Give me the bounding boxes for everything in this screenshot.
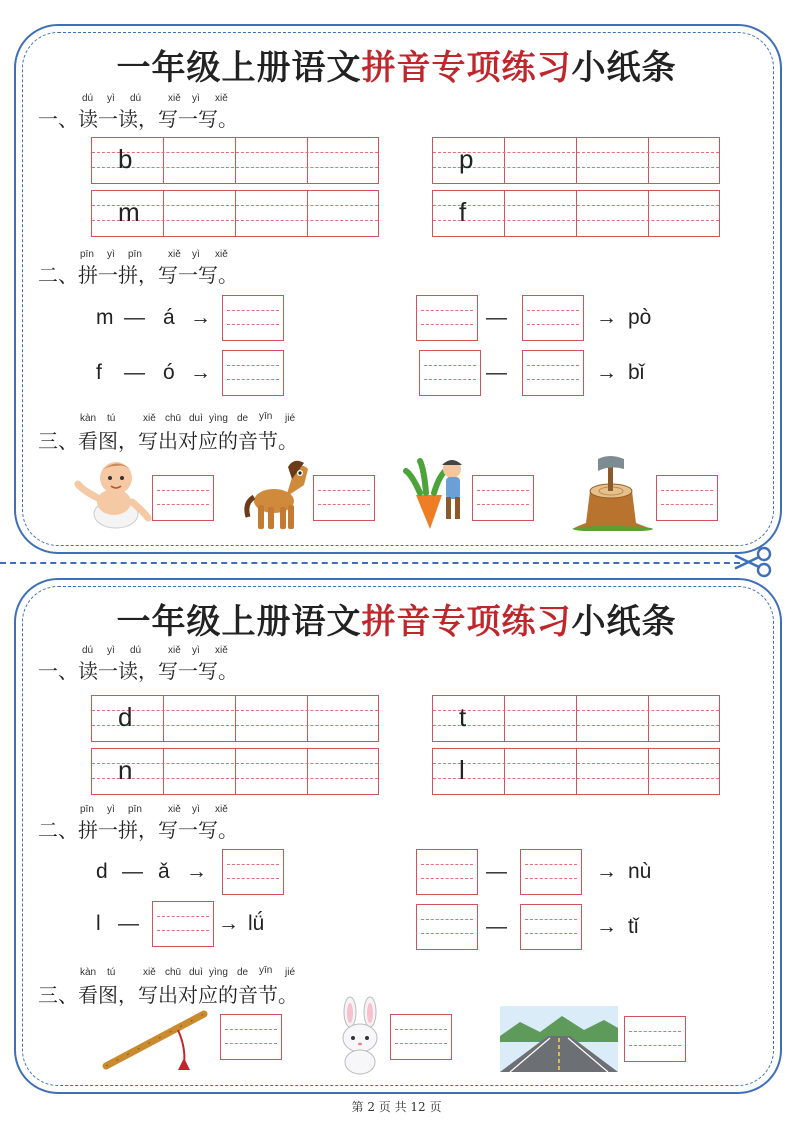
spell-dash: — [124, 306, 145, 329]
pinyin-annotation: duì [189, 413, 203, 424]
pinyin-annotation: jié [285, 413, 296, 424]
final-vowel: á [163, 306, 175, 329]
pinyin-letter: n [118, 755, 133, 785]
pinyin-annotation: xiě [143, 967, 156, 978]
answer-box-final[interactable] [520, 904, 582, 950]
pinyin-annotation: yīn [259, 965, 273, 976]
pinyin-annotation: pīn [128, 804, 142, 815]
worksheet-title-2: 一年级上册语文拼音专项练习小纸条 [116, 602, 677, 642]
pinyin-letter: p [459, 144, 474, 174]
baby-picture [74, 456, 152, 532]
arrow: → [596, 860, 617, 883]
spell-dash: — [118, 912, 139, 935]
spell-dash: — [486, 306, 507, 329]
initial-consonant: d [96, 860, 108, 883]
pinyin-annotation: pīn [128, 249, 142, 260]
pinyin-annotation: jié [285, 967, 296, 978]
writing-grid[interactable] [91, 190, 379, 237]
syllable: lǘ [248, 912, 265, 935]
pinyin-annotation: de [237, 413, 249, 424]
pinyin-annotation: dú [82, 645, 94, 656]
spell-dash: — [122, 860, 143, 883]
pinyin-annotation: yīn [259, 411, 273, 422]
pinyin-letter: d [118, 702, 133, 732]
section-heading-look-write: 三、看图，写出对应的音节。 [38, 983, 298, 1007]
pinyin-letter: t [459, 702, 467, 732]
answer-box[interactable] [222, 849, 284, 895]
answer-box-initial[interactable] [416, 849, 478, 895]
final-vowel: ǎ [158, 860, 170, 883]
pinyin-annotation: xiě [168, 93, 181, 104]
answer-box[interactable] [624, 1016, 686, 1062]
horse-picture [242, 457, 312, 533]
bamboo-flute-picture [100, 1008, 212, 1072]
pinyin-annotation: xiě [215, 249, 228, 260]
writing-grid[interactable] [432, 137, 720, 184]
pinyin-annotation: kàn [80, 413, 97, 424]
pinyin-annotation: dú [82, 93, 94, 104]
syllable: tǐ [628, 915, 639, 938]
initial-consonant: l [96, 912, 101, 935]
arrow: → [190, 361, 211, 384]
writing-grid[interactable] [91, 695, 379, 742]
answer-box-final[interactable] [152, 901, 214, 947]
pinyin-annotation: pīn [80, 804, 94, 815]
arrow: → [596, 306, 617, 329]
pinyin-annotation: dú [130, 645, 142, 656]
answer-box-initial[interactable] [416, 904, 478, 950]
section-heading-spell-write: 二、拼一拼，写一写。 [38, 818, 238, 842]
arrow: → [218, 912, 239, 935]
pinyin-annotation: xiě [168, 804, 181, 815]
pinyin-annotation: de [237, 967, 249, 978]
pinyin-annotation: pīn [80, 249, 94, 260]
initial-consonant: m [96, 306, 114, 329]
answer-box-initial[interactable] [416, 295, 478, 341]
pinyin-letter: f [459, 197, 467, 227]
pinyin-annotation: yì [192, 249, 200, 260]
pinyin-annotation: chū [165, 413, 182, 424]
arrow: → [596, 915, 617, 938]
writing-grid[interactable] [432, 695, 720, 742]
tree-stump-axe-picture [568, 455, 658, 531]
pinyin-annotation: xiě [215, 804, 228, 815]
syllable: pò [628, 306, 652, 329]
answer-box-initial[interactable] [419, 350, 481, 396]
pinyin-annotation: xiě [168, 249, 181, 260]
answer-box[interactable] [656, 475, 718, 521]
pinyin-annotation: yì [107, 645, 115, 656]
section-heading-read-write: 一、读一读，写一写。 [38, 659, 238, 683]
pinyin-annotation: kàn [80, 967, 97, 978]
writing-grid[interactable] [91, 137, 379, 184]
pinyin-annotation: duì [189, 967, 203, 978]
pinyin-annotation: yìng [209, 967, 228, 978]
arrow: → [596, 361, 617, 384]
section-heading-spell-write: 二、拼一拼，写一写。 [38, 263, 238, 287]
spell-dash: — [486, 915, 507, 938]
syllable: nù [628, 860, 652, 883]
answer-box-final[interactable] [522, 350, 584, 396]
answer-box[interactable] [313, 475, 375, 521]
pinyin-annotation: yì [107, 93, 115, 104]
arrow: → [186, 860, 207, 883]
pinyin-annotation: yì [192, 804, 200, 815]
spell-dash: — [124, 361, 145, 384]
spell-dash: — [486, 361, 507, 384]
cut-line [0, 562, 740, 564]
arrow: → [190, 306, 211, 329]
answer-box-final[interactable] [522, 295, 584, 341]
worksheet-title-1: 一年级上册语文拼音专项练习小纸条 [116, 48, 677, 88]
pinyin-annotation: tú [107, 413, 116, 424]
carrot-puller-picture [402, 455, 470, 533]
answer-box[interactable] [390, 1014, 452, 1060]
final-vowel: ó [163, 361, 175, 384]
pinyin-annotation: dú [130, 93, 142, 104]
writing-grid[interactable] [91, 748, 379, 795]
pinyin-letter: l [459, 755, 465, 785]
pinyin-annotation: chū [165, 967, 182, 978]
answer-box[interactable] [222, 350, 284, 396]
pinyin-annotation: xiě [143, 413, 156, 424]
pinyin-letter: m [118, 197, 140, 227]
pinyin-annotation: yì [192, 93, 200, 104]
writing-grid[interactable] [432, 190, 720, 237]
answer-box[interactable] [222, 295, 284, 341]
road-picture [500, 1006, 618, 1072]
section-heading-look-write: 三、看图，写出对应的音节。 [38, 429, 298, 453]
answer-box[interactable] [472, 475, 534, 521]
scissors-icon [734, 546, 774, 578]
pinyin-annotation: xiě [168, 645, 181, 656]
writing-grid[interactable] [432, 748, 720, 795]
pinyin-annotation: xiě [215, 93, 228, 104]
section-heading-read-write: 一、读一读，写一写。 [38, 107, 238, 131]
page-footer: 第 2 页 共 12 页 [351, 1100, 442, 1114]
pinyin-letter: b [118, 144, 133, 174]
initial-consonant: f [96, 361, 102, 384]
pinyin-annotation: xiě [215, 645, 228, 656]
syllable: bǐ [628, 361, 645, 384]
pinyin-annotation: yìng [209, 413, 228, 424]
pinyin-annotation: yì [107, 804, 115, 815]
pinyin-annotation: yì [107, 249, 115, 260]
rabbit-picture [332, 996, 388, 1076]
answer-box[interactable] [152, 475, 214, 521]
pinyin-annotation: yì [192, 645, 200, 656]
pinyin-annotation: tú [107, 967, 116, 978]
spell-dash: — [486, 860, 507, 883]
answer-box-final[interactable] [520, 849, 582, 895]
answer-box[interactable] [220, 1014, 282, 1060]
